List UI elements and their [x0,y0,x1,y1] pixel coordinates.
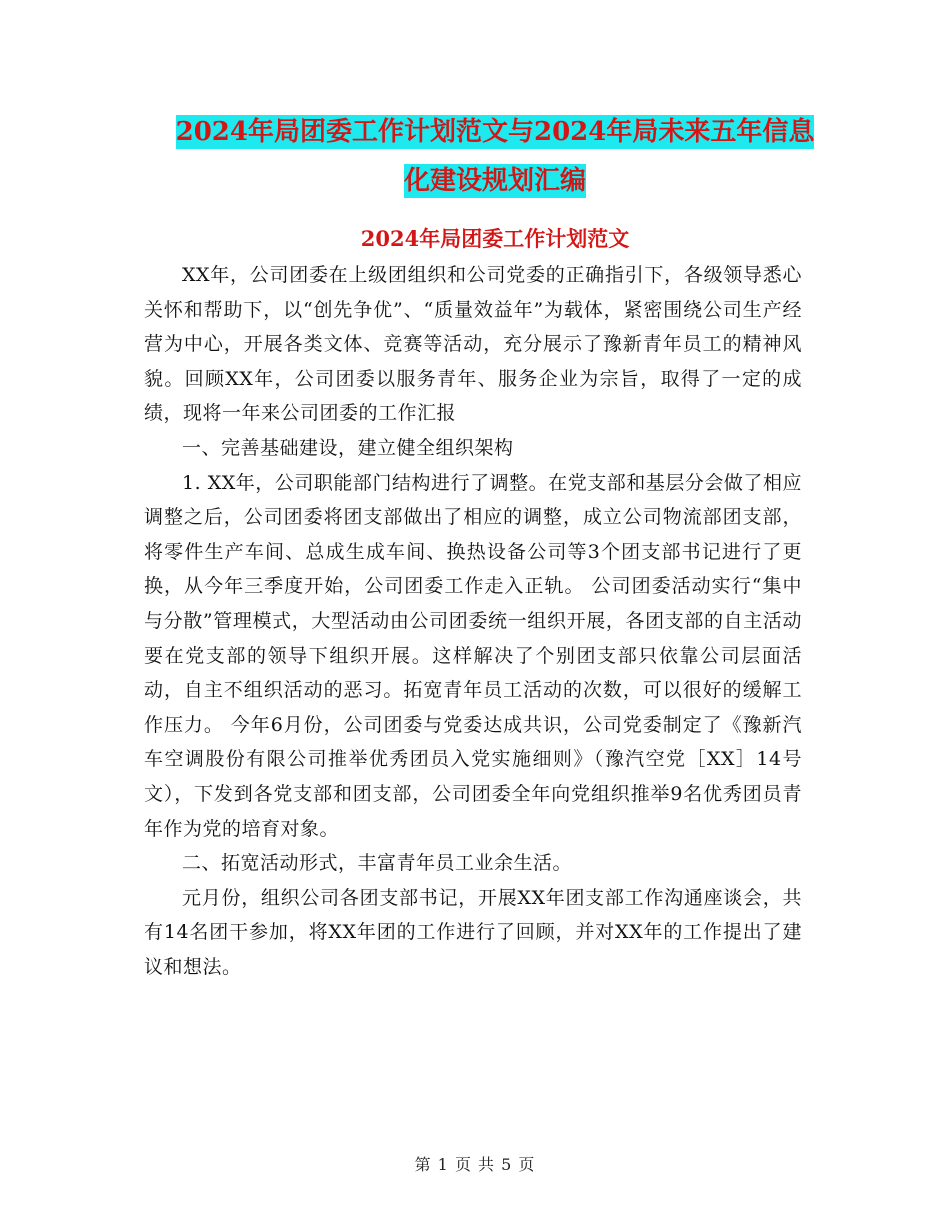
page-number-footer: 第 1 页 共 5 页 [414,1155,536,1174]
document-title-line-1: 2024年局团委工作计划范文与2024年局未来五年信息 [175,117,815,147]
section-title: 2024年局团委工作计划范文 [360,226,630,251]
heading-section-2: 二、拓宽活动形式，丰富青年员工业余生活。 [182,852,573,875]
paragraph-intro: XX年，公司团委在上级团组织和公司党委的正确指引下，各级领导悉心关怀和帮助下，以“创先争优”、“质量效益年”为载体，紧密围绕公司生产经营为中心，开展各类文体、竞赛等活动，充分展示了豫新青年员工的精神风貌。回顾XX年，公司团委以服务青年、服务企业为宗旨，取得了一定的成绩，现将一年来公司团委的工作汇报 [144,264,802,425]
paragraph-section-2: 元月份，组织公司各团支部书记，开展XX年团支部工作沟通座谈会，共有14名团干参加，将XX年团的工作进行了回顾，并对XX年的工作提出了建议和想法。 [144,886,802,978]
heading-section-1: 一、完善基础建设，建立健全组织架构 [182,436,514,459]
document-title [140,108,850,206]
document-title-line-2: 化建设规划汇编 [403,166,586,196]
document-body [144,258,802,984]
paragraph-section-1: 1. XX年，公司职能部门结构进行了调整。在党支部和基层分会做了相应调整之后，公司团委将团支部做出了相应的调整，成立公司物流部团支部，将零件生产车间、总成生成车间、换热设备公司等3个团支部书记进行了更换，从今年三季度开始，公司团委工作走入正轨。 公司团委活动实行“集中与分散”管理模式，大型活动由公司团委统一组织开展，各团支部的自主活动要在党支部的领导下组织开展。这样解决了个别团支部只依靠公司层面活动，自主不组织活动的恶习。拓宽青年员工活动的次数，可以很好的缓解工作压力。 今年6月份，公司团委与党委达成共识，公司党委制定了《豫新汽车空调股份有限公司推举优秀团员入党实施细则》（豫汽空党［XX］14号文），下发到各党支部和团支部，公司团委全年向党组织推举9名优秀团员青年作为党的培育对象。 [144,471,802,840]
